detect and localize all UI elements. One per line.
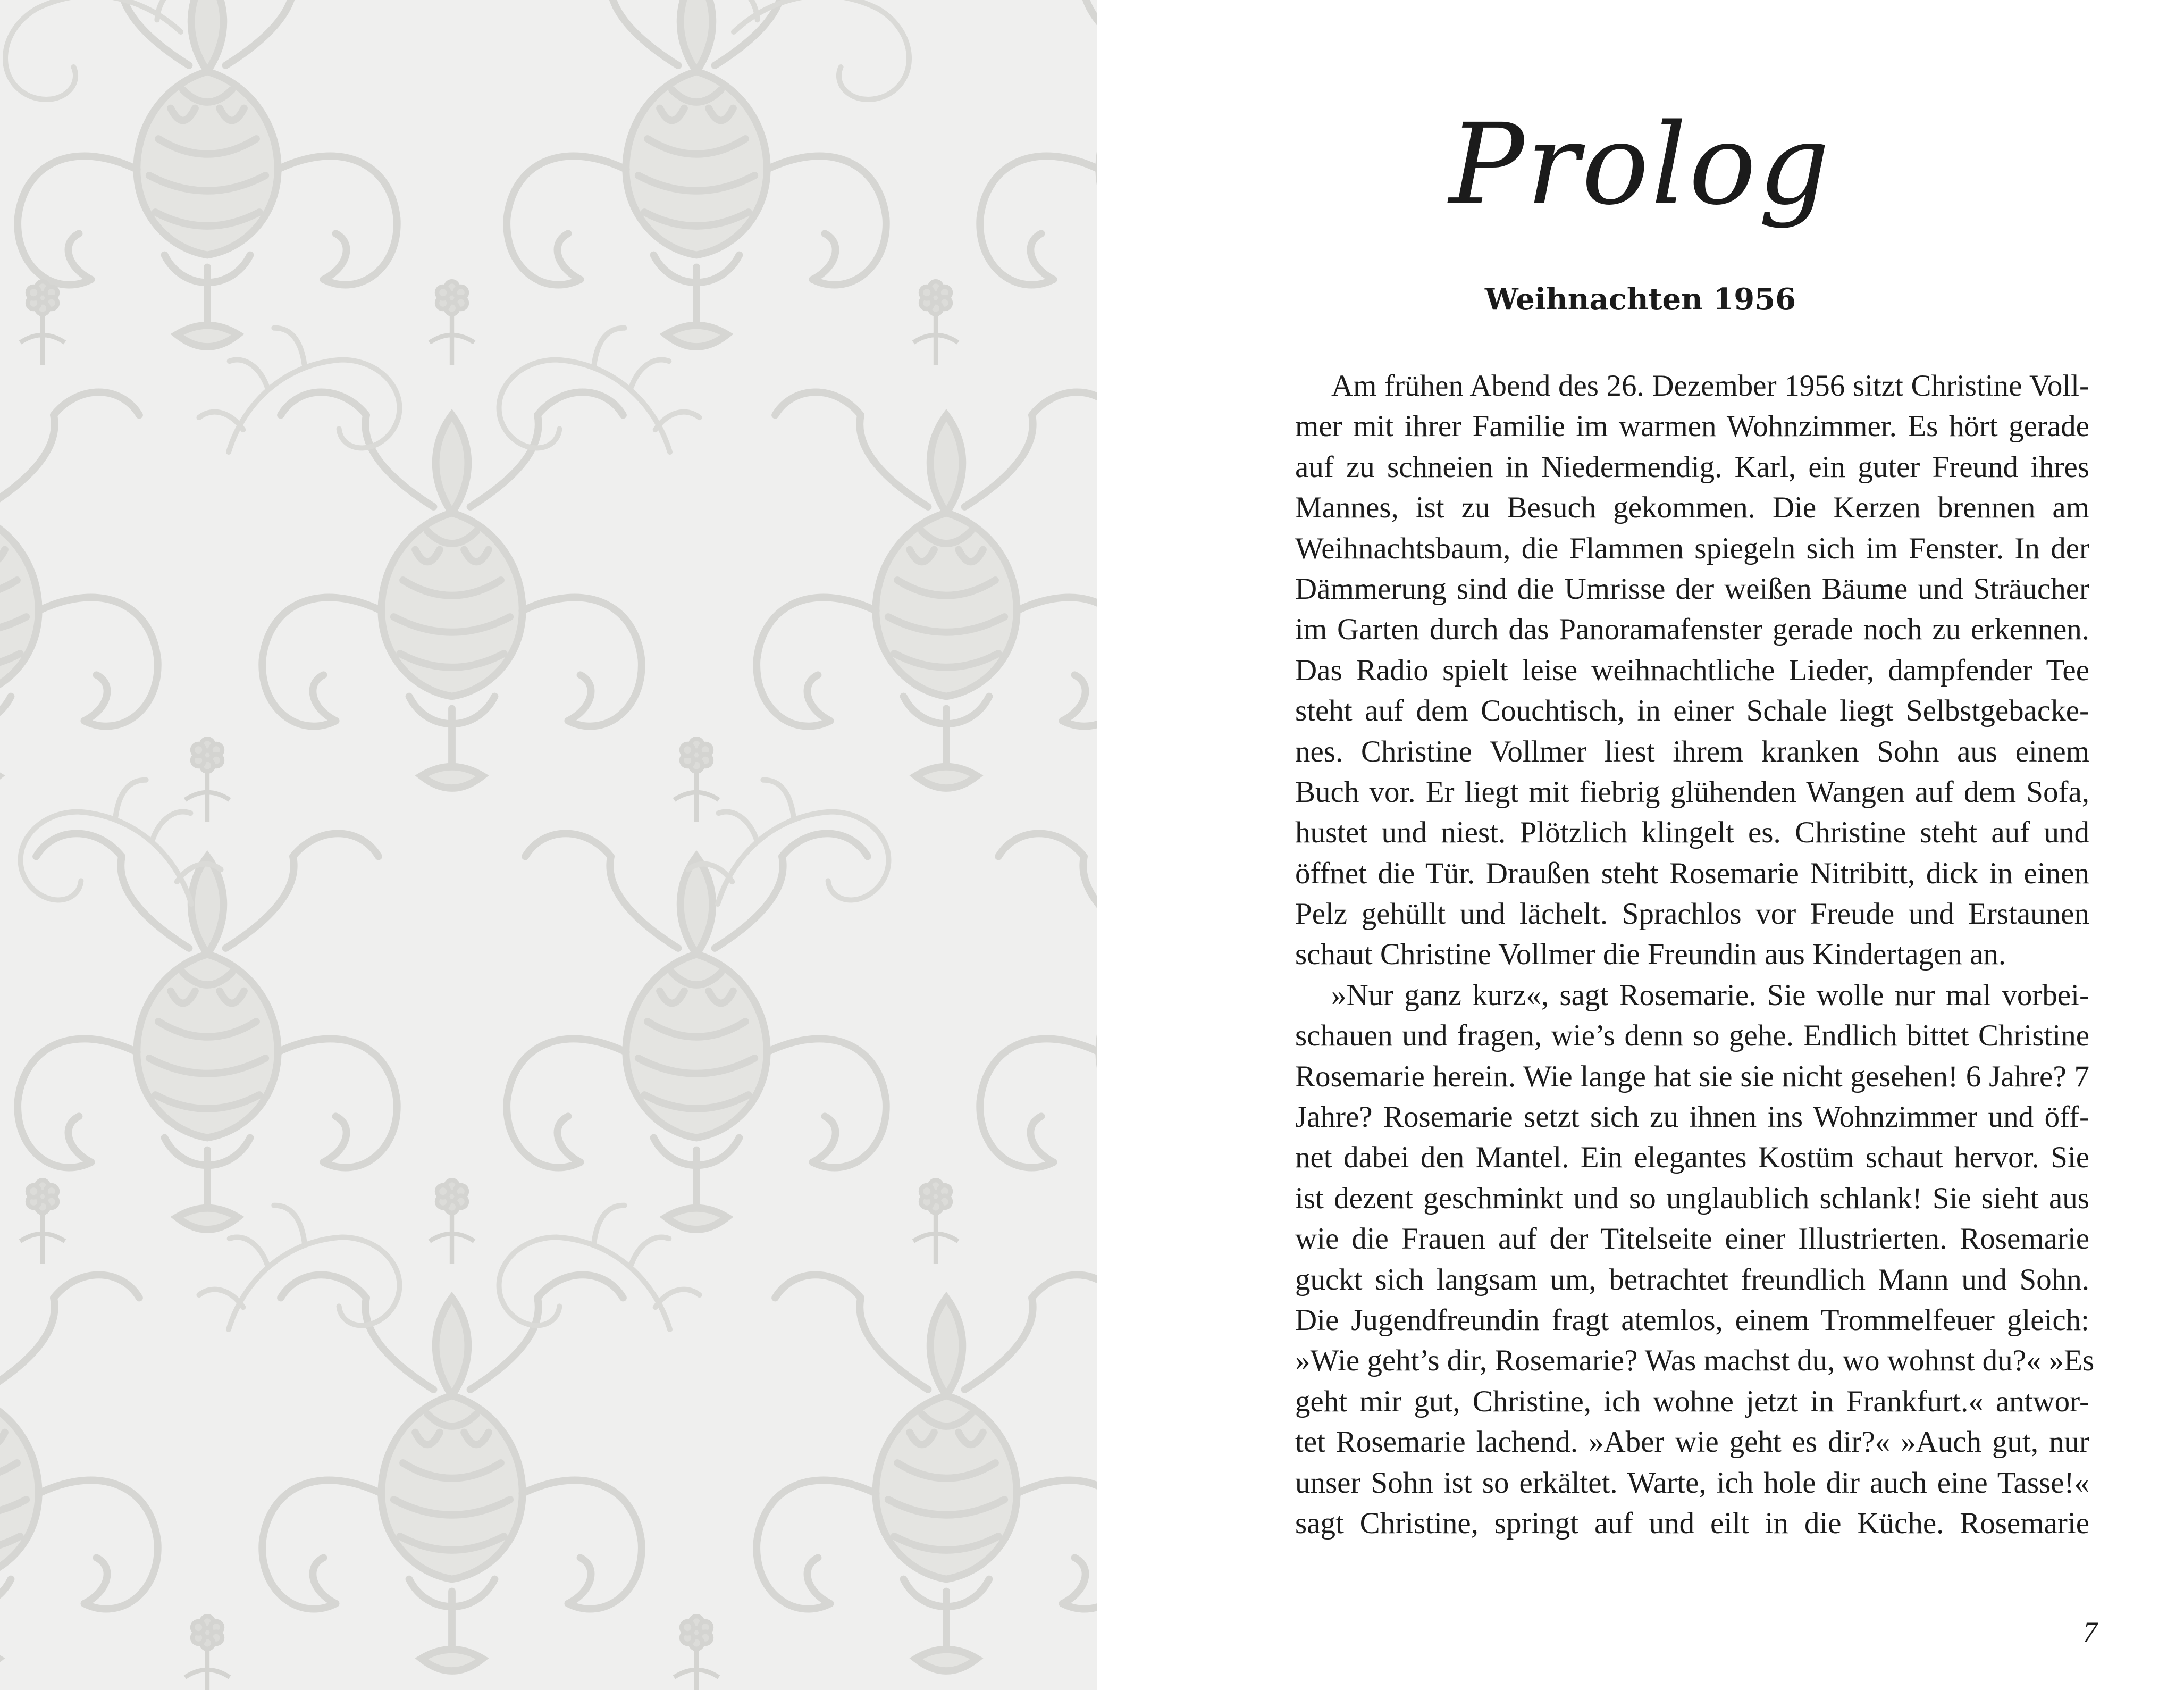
text-line: Buch vor. Er liegt mit fiebrig glühenden Wangen auf dem Sofa, (1295, 775, 2089, 809)
text-line: wie die Frauen auf der Titelseite einer Illustrierten. Rosemarie (1295, 1222, 2089, 1256)
text-line: hustet und niest. Plötzlich klingelt es. Christine steht auf und (1295, 816, 2089, 850)
text-line: Dämmerung sind die Umrisse der weißen Bäume und Sträucher (1295, 572, 2089, 606)
page-number: 7 (2083, 1616, 2097, 1648)
text-line: Am frühen Abend des 26. Dezember 1956 sitzt Christine Voll- (1331, 369, 2089, 403)
section-heading: Weihnachten 1956 (1484, 282, 1796, 317)
text-line: unser Sohn ist so erkältet. Warte, ich hole dir auch eine Tasse!« (1295, 1466, 2089, 1500)
text-line: »Nur ganz kurz«, sagt Rosemarie. Sie wolle nur mal vorbei- (1331, 978, 2089, 1012)
text-line: öffnet die Tür. Draußen steht Rosemarie Nitribitt, dick in einen (1295, 856, 2089, 890)
text-line: auf zu schneien in Niedermendig. Karl, ein guter Freund ihres (1295, 450, 2089, 484)
text-line: Rosemarie herein. Wie lange hat sie sie nicht gesehen! 6 Jahre? 7 (1295, 1059, 2089, 1093)
body-text (1295, 366, 2095, 1544)
text-line: »Wie geht’s dir, Rosemarie? Was machst du, wo wohnst du?« »Es (1295, 1344, 2095, 1378)
text-line: Pelz gehüllt und lächelt. Sprachlos vor Freude und Erstaunen (1295, 897, 2089, 931)
text-line: Die Jugendfreundin fragt atemlos, einem Trommelfeuer gleich: (1295, 1303, 2089, 1337)
text-line: guckt sich langsam um, betrachtet freundlich Mann und Sohn. (1295, 1262, 2089, 1296)
text-line: tet Rosemarie lachend. »Aber wie geht es dir?« »Auch gut, nur (1295, 1425, 2089, 1459)
text-line: im Garten durch das Panoramafenster gerade noch zu erkennen. (1295, 613, 2089, 647)
text-line: Jahre? Rosemarie setzt sich zu ihnen ins Wohnzimmer und öff- (1295, 1100, 2089, 1134)
text-line: net dabei den Mantel. Ein elegantes Kostüm schaut hervor. Sie (1295, 1141, 2089, 1175)
text-line: Weihnachtsbaum, die Flammen spiegeln sich im Fenster. In der (1295, 531, 2089, 565)
text-line: nes. Christine Vollmer liest ihrem kranken Sohn aus einem (1295, 734, 2089, 768)
text-line: sagt Christine, springt auf und eilt in die Küche. Rosemarie (1295, 1506, 2089, 1540)
text-line: geht mir gut, Christine, ich wohne jetzt in Frankfurt.« antwor- (1295, 1384, 2089, 1418)
chapter-title: Prolog (1449, 99, 1832, 230)
text-line: mer mit ihrer Familie im warmen Wohnzimmer. Es hört gerade (1295, 409, 2089, 444)
text-line: ist dezent geschminkt und so unglaublich schlank! Sie sieht aus (1295, 1181, 2089, 1215)
text-line: Das Radio spielt leise weihnachtliche Lieder, dampfender Tee (1295, 653, 2089, 687)
text-line: schaut Christine Vollmer die Freundin aus Kindertagen an. (1295, 938, 2006, 972)
text-line: steht auf dem Couchtisch, in einer Schale liegt Selbstgebacke- (1295, 694, 2089, 728)
text-line: Mannes, ist zu Besuch gekommen. Die Kerzen brennen am (1295, 491, 2089, 525)
text-line: schauen und fragen, wie’s denn so gehe. Endlich bittet Christine (1295, 1019, 2089, 1053)
